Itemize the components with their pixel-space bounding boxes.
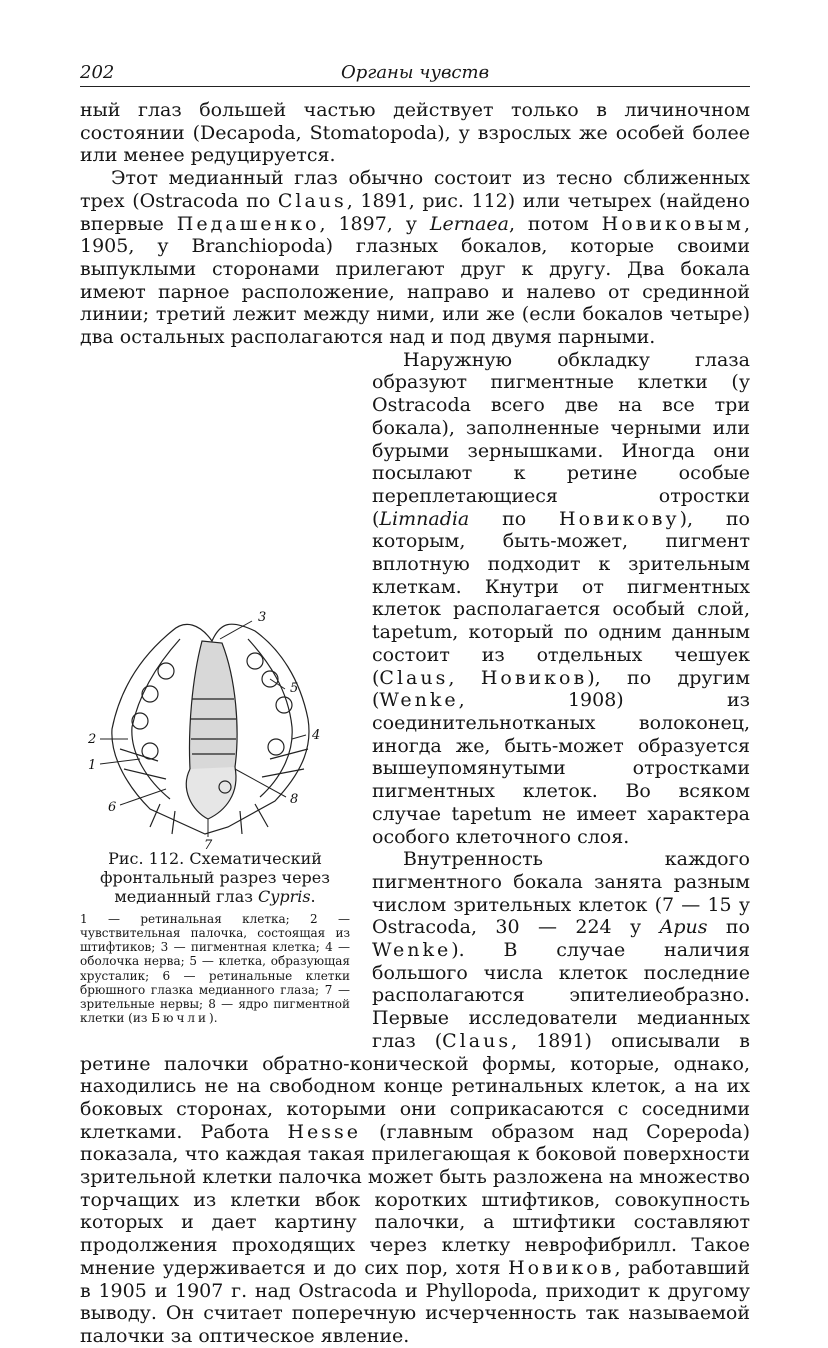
page-header — [80, 62, 750, 87]
taxon-name: Cypris — [258, 886, 311, 906]
figure-label: 3 — [258, 609, 267, 625]
figure-label: 2 — [88, 731, 97, 747]
figure-label: 8 — [290, 791, 299, 807]
taxon-name: Apus — [659, 916, 708, 939]
author-name: Wenke — [372, 939, 452, 962]
author-name: Новикову — [559, 507, 680, 530]
paragraph-text: , работавший в 1905 и 1907 г. над Ostracoda и Phyllopoda, приходит к другому выводу. Он считает поперечную исчерченность так называемой палочки за оптическое явление. — [80, 1256, 750, 1347]
author-name: Claus — [379, 666, 449, 689]
author-name: Новиков — [480, 666, 588, 689]
author-name: Hesse — [287, 1120, 361, 1143]
author-name: Wenke — [379, 689, 459, 712]
paragraph-text: , — [448, 666, 481, 689]
caption-text: Рис. 112. Схематический фронтальный разрез через медианный глаз — [100, 848, 330, 906]
paragraph-text: ). В случае наличия большого числа клеток последние располагаются эпителиеобразно. Первые исследователи медианных глаз ( — [372, 939, 750, 1052]
paragraph-text: по — [707, 916, 750, 939]
author-name: Новиков — [508, 1256, 615, 1279]
figure-caption — [80, 849, 350, 1026]
paragraph-text: , потом — [508, 212, 602, 235]
figure-label: 5 — [290, 680, 299, 696]
figure-label: 1 — [88, 757, 97, 773]
paragraph-text: , 1908) из соединительнотканых волоконец, иногда же, быть-может образуется вышеупомянутыми отростками пигментных клеток. Во всяком случае tapetum не имеет характера особого клеточного слоя. — [372, 689, 750, 848]
figure-label: 7 — [204, 837, 213, 853]
figure-112 — [80, 349, 362, 1037]
paragraph-text: , 1905, у Branchiopoda) глазных бокалов, которые своими выпуклыми сторонами прилегают друг к другу. Два бокала имеют парное расположение, направо и налево от срединной линии; третий лежит между ними, или же (если бокалов четыре) два остальных располагаются над и под двумя парными. — [80, 212, 750, 349]
pigment-cup — [186, 641, 237, 819]
paragraph-text: , 1897, у — [319, 212, 430, 235]
paragraph-1 — [80, 99, 750, 167]
paragraph-text: ный глаз большей частью действует только в личиночном состоянии (Decapoda, Stomatopoda), у взрослых же особей более или менее редуцируется. — [80, 99, 750, 167]
caption-text: ). — [209, 1011, 218, 1026]
paragraph-text: Наружную обкладку глаза образуют пигментные клетки (у Ostracoda всего две на все три бокала), заполненные черными или бурыми зернышками. Иногда они посылают к ретине особые переплетающиеся отростки ( — [372, 348, 750, 530]
author-name: Педашенко — [176, 212, 320, 235]
caption-text: . — [310, 886, 316, 906]
paragraph-text: ), по которым, быть-может, пигмент вплотную подходит к зрительным клеткам. Кнутри от пигментных клеток располагается особый слой, tapetum, который по одним данным состоит из отдельных чешуек ( — [372, 507, 750, 689]
eye-section-figure — [80, 349, 362, 853]
running-title: Органы чувств — [340, 62, 490, 83]
caption-text: 1 — ретинальная клетка; 2 — чувствительная палочка, состоящая из штифтиков; 3 — пигментная клетка; 4 — оболочка нерва; 5 — клетка, образующая хрусталик; 6 — ретинальные клетки брюшного глазка медианного глаза; 7 — зрительные нервы; 8 — ядро пигментной клетки (из — [80, 911, 350, 1026]
caption-title — [80, 849, 350, 906]
paragraph-text: ), по другим ( — [372, 666, 750, 712]
taxon-name: Limnadia — [379, 507, 470, 530]
body-text — [80, 99, 750, 1348]
paragraph-text: по — [469, 507, 560, 530]
author-name: Claus — [442, 1029, 512, 1052]
page-number: 202 — [80, 62, 115, 83]
author-name: Claus — [277, 189, 347, 212]
paragraph-text: , 1891) описывали в ретине палочки обратно-конической формы, которые, однако, находились не на свободном конце ретинальных клеток, а на их боковых сторонах, которыми они соприкасаются с соседними клетками. Работа — [80, 1029, 750, 1143]
paragraph-text: (главным образом над Copepoda) показала, что каждая такая прилегающая к боковой поверхности зрительной клетки палочка может быть разложена на множество торчащих из клетки вбок коротких штифтиков, совокупность которых и дает картину палочки, а штифтики составляют продолжения проходящих через клетку неврофибрилл. Такое мнение удерживается и до сих пор, хотя — [80, 1120, 750, 1279]
figure-label: 4 — [312, 727, 321, 743]
author-name: Новиковым — [601, 212, 744, 235]
taxon-name: Lernaea — [429, 212, 509, 235]
paragraph-2 — [80, 167, 750, 349]
caption-legend — [80, 912, 350, 1026]
paragraph-text: , 1891, рис. 112) или четырех (найдено впервые — [80, 189, 750, 235]
author-name: Бючли — [151, 1011, 210, 1026]
paragraph-text: Внутренность каждого пигментного бокала занята разным числом зрительных клеток (7 — 15 у Ostracoda, 30 — 224 у — [372, 848, 750, 939]
paragraph-text: Этот медианный глаз обычно состоит из тесно сближенных трех (Ostracoda по — [80, 167, 750, 212]
figure-label: 6 — [108, 799, 117, 815]
